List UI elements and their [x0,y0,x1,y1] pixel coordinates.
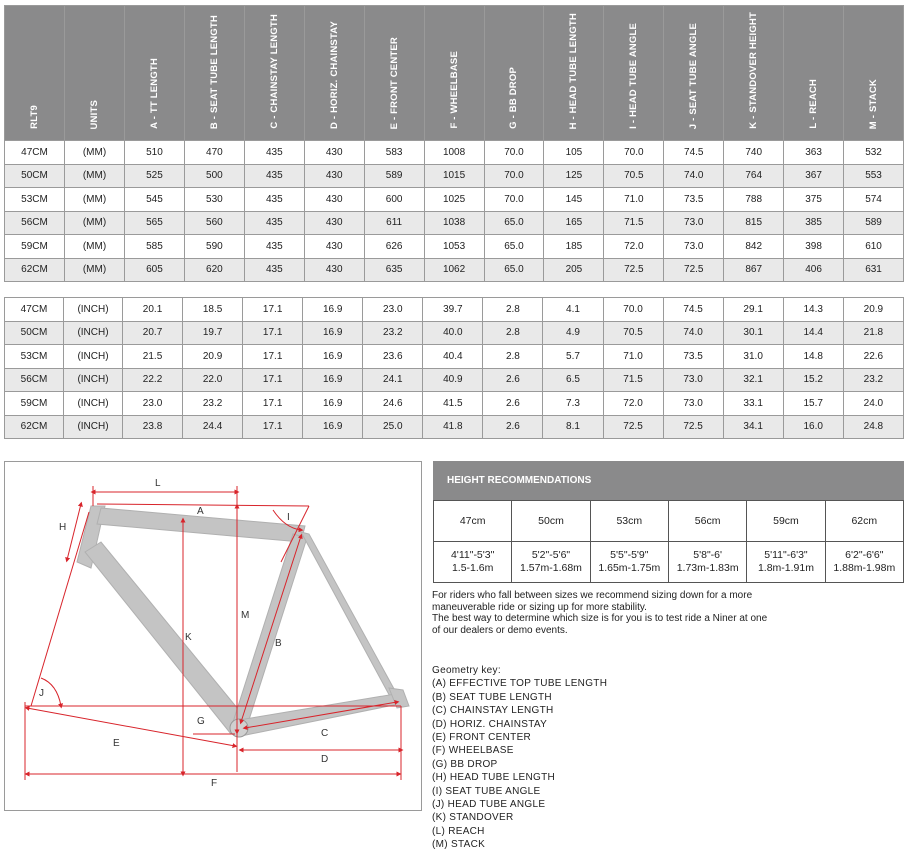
table-cell: 15.7 [783,392,843,416]
table-cell: 71.5 [604,211,664,235]
table-cell: 8.1 [543,415,603,439]
table-cell: 22.0 [183,368,243,392]
frame-geometry-diagram [4,461,422,811]
geometry-key-item: (C) CHAINSTAY LENGTH [432,705,554,717]
height-range-cell [512,542,590,583]
table-cell: 16.9 [303,345,363,369]
table-cell: 17.1 [243,368,303,392]
table-cell: 20.9 [843,298,903,322]
table-cell: 205 [544,258,604,282]
table-cell: 53CM [5,345,64,369]
height-imperial: 5'2"-5'6" [531,549,571,561]
table-cell: 74.0 [664,164,724,188]
table-row [5,188,904,212]
table-cell: 435 [244,235,304,259]
table-cell: 23.8 [123,415,183,439]
table-cell: 435 [244,188,304,212]
label-E: E [113,738,120,749]
table-cell: 4.9 [543,321,603,345]
header-cell: G - BB DROP [484,6,544,141]
table-cell: 33.1 [723,392,783,416]
table-cell: 867 [724,258,784,282]
table-cell: 71.0 [603,345,663,369]
geometry-key-item: (I) SEAT TUBE ANGLE [432,785,541,797]
table-cell: 17.1 [243,392,303,416]
table-row [5,392,904,416]
geometry-table-mm [4,5,904,282]
table-cell: 65.0 [484,211,544,235]
table-cell: 32.1 [723,368,783,392]
table-cell: (INCH) [64,345,123,369]
height-metric: 1.5-1.6m [451,562,494,574]
table-cell: 29.1 [723,298,783,322]
table-cell: 23.2 [363,321,423,345]
table-cell: 530 [184,188,244,212]
header-cell: UNITS [65,6,125,141]
table-cell: 764 [724,164,784,188]
table-cell: 17.1 [243,345,303,369]
table-cell: 583 [364,141,424,165]
geometry-key-item: (F) WHEELBASE [432,745,514,757]
geometry-key-item: (A) EFFECTIVE TOP TUBE LENGTH [432,678,608,690]
height-metric: 1.88m-1.98m [833,562,896,574]
table-cell: 70.5 [603,321,663,345]
table-cell: 50CM [5,164,65,188]
table-cell: 430 [304,141,364,165]
table-row [5,368,904,392]
table-cell: 430 [304,188,364,212]
height-range-cell [747,542,825,583]
table-cell: 30.1 [723,321,783,345]
table-cell: 815 [724,211,784,235]
table-cell: 430 [304,258,364,282]
down-tube [85,542,250,734]
table-cell: 24.1 [363,368,423,392]
table-cell: 17.1 [243,321,303,345]
table-cell: 41.8 [423,415,483,439]
geometry-key-title: Geometry key: [432,665,501,676]
table-cell: 23.0 [123,392,183,416]
table-cell: (MM) [65,211,125,235]
label-B: B [275,638,282,649]
table-cell: (INCH) [64,298,123,322]
table-cell: 16.9 [303,321,363,345]
size-row [434,501,904,542]
frame-diagram-svg [5,462,421,810]
table-cell: 1025 [424,188,484,212]
height-range-cell [590,542,668,583]
geometry-key-item: (J) HEAD TUBE ANGLE [432,799,546,811]
label-L: L [155,478,161,489]
geometry-body-inch [5,298,904,439]
label-A: A [197,506,204,517]
table-cell: 17.1 [243,298,303,322]
table-cell: 385 [784,211,844,235]
table-cell: 435 [244,211,304,235]
table-cell: 20.7 [123,321,183,345]
table-cell: 4.1 [543,298,603,322]
table-cell: 740 [724,141,784,165]
table-cell: 430 [304,164,364,188]
table-cell: 500 [184,164,244,188]
table-cell: 72.5 [664,258,724,282]
table-cell: (INCH) [64,392,123,416]
table-cell: 65.0 [484,258,544,282]
size-cell: 50cm [512,501,590,542]
geometry-key-item: (E) FRONT CENTER [432,732,532,744]
table-cell: 20.9 [183,345,243,369]
height-recommendations-table [433,500,904,583]
label-G: G [197,716,205,727]
table-cell: 15.2 [783,368,843,392]
table-cell: 565 [125,211,185,235]
table-cell: 65.0 [484,235,544,259]
table-cell: 70.0 [603,298,663,322]
table-cell: 631 [844,258,904,282]
geometry-key-item: (G) BB DROP [432,758,498,770]
table-cell: 24.8 [843,415,903,439]
table-cell: 19.7 [183,321,243,345]
table-cell: 2.6 [483,392,543,416]
label-F: F [211,778,218,789]
table-cell: 73.0 [663,368,723,392]
table-cell: 40.4 [423,345,483,369]
height-metric: 1.65m-1.75m [598,562,661,574]
table-cell: (MM) [65,164,125,188]
table-cell: 525 [125,164,185,188]
geometry-key-item: (H) HEAD TUBE LENGTH [432,772,556,784]
table-cell: 53CM [5,188,65,212]
geometry-key [432,664,607,852]
header-cell: A - TT LENGTH [125,6,185,141]
table-cell: 16.9 [303,392,363,416]
table-cell: 788 [724,188,784,212]
table-cell: 611 [364,211,424,235]
height-imperial: 4'11"-5'3" [450,549,495,561]
header-cell: L - REACH [784,6,844,141]
table-cell: 145 [544,188,604,212]
table-cell: 72.0 [603,392,663,416]
table-cell: 16.9 [303,368,363,392]
table-cell: 1015 [424,164,484,188]
header-cell: I - HEAD TUBE ANGLE [604,6,664,141]
table-cell: 20.1 [123,298,183,322]
size-cell: 62cm [825,501,903,542]
table-row [5,211,904,235]
table-cell: 2.6 [483,368,543,392]
label-H: H [59,522,67,533]
table-cell: 62CM [5,415,64,439]
height-range-cell [668,542,746,583]
table-row [5,258,904,282]
table-cell: 14.8 [783,345,843,369]
table-cell: 23.6 [363,345,423,369]
header-cell: H - HEAD TUBE LENGTH [544,6,604,141]
height-imperial: 5'8"-6' [693,549,723,561]
table-cell: 25.0 [363,415,423,439]
table-cell: 73.5 [663,345,723,369]
size-cell: 59cm [747,501,825,542]
geometry-key-item: (K) STANDOVER [432,812,514,824]
table-cell: 23.0 [363,298,423,322]
table-cell: (MM) [65,235,125,259]
table-cell: 72.5 [603,415,663,439]
geometry-key-item: (B) SEAT TUBE LENGTH [432,691,552,703]
table-cell: 125 [544,164,604,188]
table-cell: 635 [364,258,424,282]
table-cell: 590 [184,235,244,259]
table-cell: 34.1 [723,415,783,439]
table-cell: 72.0 [604,235,664,259]
height-metric: 1.57m-1.68m [520,562,582,574]
table-cell: 70.0 [484,164,544,188]
table-cell: 22.2 [123,368,183,392]
table-cell: 2.6 [483,415,543,439]
table-cell: 41.5 [423,392,483,416]
table-cell: 610 [844,235,904,259]
table-cell: 398 [784,235,844,259]
table-row [5,321,904,345]
advice-line: The best way to determine which size is for you is to test ride a Niner at one [432,613,768,624]
header-cell: E - FRONT CENTER [364,6,424,141]
header-cell: B - SEAT TUBE LENGTH [184,6,244,141]
table-row [5,141,904,165]
seat-tube [233,534,307,726]
table-cell: 435 [244,258,304,282]
table-cell: 72.5 [663,415,723,439]
table-cell: (MM) [65,141,125,165]
label-D: D [321,754,329,765]
label-I: I [287,512,290,523]
table-cell: 71.5 [603,368,663,392]
size-cell: 56cm [668,501,746,542]
label-C: C [321,728,329,739]
height-range-cell [825,542,903,583]
table-cell: 40.0 [423,321,483,345]
table-cell: 367 [784,164,844,188]
table-cell: 105 [544,141,604,165]
table-cell: (INCH) [64,368,123,392]
table-cell: 47CM [5,298,64,322]
table-cell: 585 [125,235,185,259]
label-K: K [185,632,192,643]
table-cell: 74.5 [663,298,723,322]
table-cell: 375 [784,188,844,212]
advice-line: of our dealers or demo events. [432,624,568,636]
table-cell: 6.5 [543,368,603,392]
header-cell: RLT9 [5,6,65,141]
sizing-advice [432,590,907,636]
seat-stay [301,532,399,702]
table-cell: 165 [544,211,604,235]
table-cell: 17.1 [243,415,303,439]
table-cell: 532 [844,141,904,165]
table-cell: 73.5 [664,188,724,212]
bike-frame [77,506,409,737]
table-cell: 74.5 [664,141,724,165]
table-cell: 574 [844,188,904,212]
table-cell: 7.3 [543,392,603,416]
table-cell: 406 [784,258,844,282]
table-row [5,298,904,322]
header-cell: D - HORIZ. CHAINSTAY [304,6,364,141]
table-cell: 50CM [5,321,64,345]
table-cell: 16.9 [303,415,363,439]
table-cell: 24.4 [183,415,243,439]
table-cell: (INCH) [64,321,123,345]
height-range-row [434,542,904,583]
height-imperial: 5'5"-5'9" [610,549,649,561]
size-cell: 53cm [590,501,668,542]
table-cell: 560 [184,211,244,235]
table-cell: 24.0 [843,392,903,416]
table-cell: 16.9 [303,298,363,322]
table-cell: 23.2 [843,368,903,392]
table-cell: 72.5 [604,258,664,282]
table-cell: 545 [125,188,185,212]
table-cell: 185 [544,235,604,259]
table-cell: 18.5 [183,298,243,322]
table-cell: 1038 [424,211,484,235]
table-cell: 59CM [5,392,64,416]
table-cell: 363 [784,141,844,165]
table-cell: (INCH) [64,415,123,439]
table-cell: (MM) [65,188,125,212]
header-cell: J - SEAT TUBE ANGLE [664,6,724,141]
height-imperial: 6'2"-6'6" [845,549,884,561]
header-cell: C - CHAINSTAY LENGTH [244,6,304,141]
table-cell: 59CM [5,235,65,259]
table-cell: (MM) [65,258,125,282]
table-cell: 70.0 [484,141,544,165]
table-row [5,164,904,188]
table-cell: 40.9 [423,368,483,392]
table-cell: 73.0 [663,392,723,416]
table-cell: 22.6 [843,345,903,369]
table-cell: 47CM [5,141,65,165]
header-cell: F - WHEELBASE [424,6,484,141]
geometry-table-inch [4,297,904,439]
table-cell: 553 [844,164,904,188]
table-cell: 470 [184,141,244,165]
table-cell: 39.7 [423,298,483,322]
table-row [5,345,904,369]
height-metric: 1.73m-1.83m [676,562,739,574]
table-cell: 1062 [424,258,484,282]
table-cell: 2.8 [483,298,543,322]
table-cell: 2.8 [483,321,543,345]
table-cell: 56CM [5,368,64,392]
table-cell: 16.0 [783,415,843,439]
table-cell: 70.0 [484,188,544,212]
header-cell: K - STANDOVER HEIGHT [724,6,784,141]
table-cell: 70.0 [604,141,664,165]
geometry-key-item: (M) STACK [432,839,486,851]
geometry-key-item: (L) REACH [432,825,485,837]
table-cell: 71.0 [604,188,664,212]
height-recommendations [433,461,904,583]
table-cell: 600 [364,188,424,212]
geometry-body-mm [5,141,904,282]
geometry-header-row [5,6,904,141]
table-cell: 14.4 [783,321,843,345]
table-cell: 1053 [424,235,484,259]
table-cell: 70.5 [604,164,664,188]
table-cell: 2.8 [483,345,543,369]
table-cell: 842 [724,235,784,259]
table-cell: 21.8 [843,321,903,345]
table-cell: 626 [364,235,424,259]
table-cell: 5.7 [543,345,603,369]
size-cell: 47cm [434,501,512,542]
table-cell: 605 [125,258,185,282]
table-cell: 14.3 [783,298,843,322]
table-cell: 73.0 [664,211,724,235]
table-cell: 620 [184,258,244,282]
height-recommendations-title: HEIGHT RECOMMENDATIONS [433,461,904,500]
table-cell: 73.0 [664,235,724,259]
height-range-cell [434,542,512,583]
height-metric: 1.8m-1.91m [757,562,814,574]
table-cell: 21.5 [123,345,183,369]
table-cell: 589 [844,211,904,235]
table-row [5,235,904,259]
table-cell: 23.2 [183,392,243,416]
height-imperial: 5'11"-6'3" [764,549,808,561]
table-cell: 24.6 [363,392,423,416]
advice-line: maneuverable ride or sizing up for more stability. [432,601,647,613]
table-cell: 435 [244,141,304,165]
table-cell: 589 [364,164,424,188]
table-cell: 31.0 [723,345,783,369]
table-cell: 430 [304,211,364,235]
table-cell: 1008 [424,141,484,165]
table-cell: 56CM [5,211,65,235]
table-cell: 62CM [5,258,65,282]
table-cell: 74.0 [663,321,723,345]
table-cell: 435 [244,164,304,188]
header-cell: M - STACK [844,6,904,141]
label-M: M [241,610,250,621]
table-row [5,415,904,439]
advice-line: For riders who fall between sizes we recommend sizing down for a more [432,590,753,601]
table-cell: 510 [125,141,185,165]
geometry-key-item: (D) HORIZ. CHAINSTAY [432,718,548,730]
label-J: J [39,688,44,699]
geometry-key-list [432,677,607,851]
table-cell: 430 [304,235,364,259]
